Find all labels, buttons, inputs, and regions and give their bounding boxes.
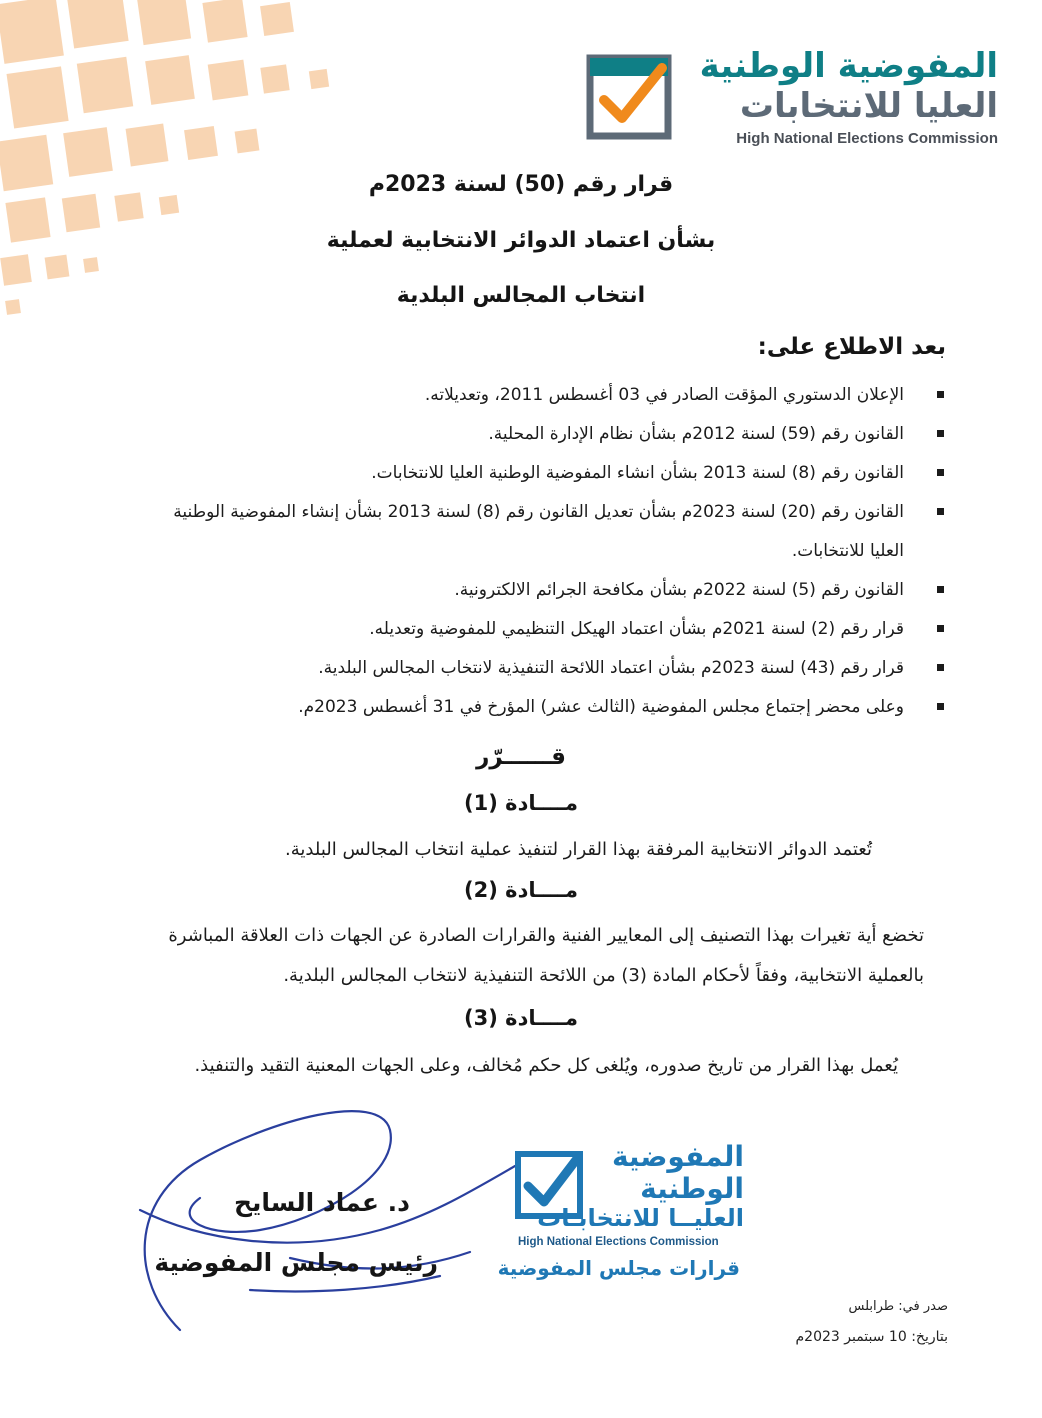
list-item: قرار رقم (2) لسنة 2021م بشأن اعتماد الهيكل التنظيمي للمفوضية وتعديله.	[154, 610, 944, 649]
bullet-icon	[937, 703, 944, 710]
bullet-icon	[937, 391, 944, 398]
list-item: القانون رقم (20) لسنة 2023م بشأن تعديل القانون رقم (8) لسنة 2013 بشأن إنشاء المفوضية الوطنية العليا للانتخابات.	[154, 493, 944, 571]
signer-title: رئيس مجلس المفوضية	[154, 1248, 438, 1277]
stamp-arabic-line2: الوطنية	[640, 1172, 744, 1205]
list-item: القانون رقم (8) لسنة 2013 بشأن انشاء المفوضية الوطنية العليا للانتخابات.	[154, 454, 944, 493]
bullet-icon	[937, 625, 944, 632]
recitals-intro: بعد الاطلاع على:	[757, 334, 946, 360]
list-item: الإعلان الدستوري المؤقت الصادر في 03 أغسطس 2011، وتعديلاته.	[154, 376, 944, 415]
decided-heading: قــــــرّر	[476, 744, 566, 770]
handwritten-signature	[110, 1080, 530, 1360]
bullet-icon	[937, 664, 944, 671]
article-1-heading: مــــادة (1)	[464, 791, 578, 815]
logo-english-name: High National Elections Commission	[736, 130, 998, 147]
decision-subject-line2: انتخاب المجالس البلدية	[396, 283, 646, 308]
list-item: القانون رقم (59) لسنة 2012م بشأن نظام الإدارة المحلية.	[154, 415, 944, 454]
list-item: قرار رقم (43) لسنة 2023م بشأن اعتماد اللائحة التنفيذية لانتخاب المجالس البلدية.	[154, 649, 944, 688]
logo-arabic-line2: العليا للانتخابات	[739, 86, 998, 126]
decorative-squares	[0, 0, 420, 330]
bullet-icon	[937, 469, 944, 476]
stamp-arabic-line3: العليــا للانتخابـات	[537, 1204, 744, 1232]
signer-name: د. عماد السايح	[234, 1188, 410, 1217]
issued-place: صدر في: طرابلس	[848, 1299, 948, 1314]
stamp-subtitle: قرارات مجلس المفوضية	[497, 1256, 740, 1280]
decision-number: قرار رقم (50) لسنة 2023م	[368, 172, 674, 197]
article-3-text: يُعمل بهذا القرار من تاريخ صدوره، ويُلغى كل حكم مُخالف، وعلى الجهات المعنية التقيد والتنفيذ.	[194, 1055, 898, 1076]
bullet-icon	[937, 508, 944, 515]
stamp-english-name: High National Elections Commission	[518, 1236, 719, 1248]
list-item: وعلى محضر إجتماع مجلس المفوضية (الثالث عشر) المؤرخ في 31 أغسطس 2023م.	[154, 688, 944, 727]
ballot-check-icon	[586, 54, 672, 140]
stamp-arabic-line1: المفوضية	[611, 1140, 744, 1173]
issued-date: بتاريخ: 10 سبتمبر 2023م	[795, 1329, 948, 1345]
bullet-icon	[937, 430, 944, 437]
article-1-text: تُعتمد الدوائر الانتخابية المرفقة بهذا القرار لتنفيذ عملية انتخاب المجالس البلدية.	[285, 839, 872, 860]
article-2-heading: مــــادة (2)	[464, 878, 578, 902]
bullet-icon	[937, 586, 944, 593]
commission-logo	[586, 46, 998, 156]
decision-subject-line1: بشأن اعتماد الدوائر الانتخابية لعملية	[326, 228, 716, 253]
logo-arabic-line1: المفوضية الوطنية	[699, 46, 998, 86]
list-item: القانون رقم (5) لسنة 2022م بشأن مكافحة الجرائم الالكترونية.	[154, 571, 944, 610]
commission-stamp	[497, 1140, 748, 1300]
article-2-text: تخضع أية تغيرات بهذا التصنيف إلى المعايير الفنية والقرارات الصادرة عن الجهات ذات العلاقة المباشرة بالعملية الانتخابية، وفقاً لأحكام المادة (3) من اللائحة التنفيذية لانتخاب المجالس البلدية.	[168, 925, 924, 986]
recitals-list	[154, 376, 944, 727]
article-3-heading: مــــادة (3)	[464, 1006, 578, 1030]
